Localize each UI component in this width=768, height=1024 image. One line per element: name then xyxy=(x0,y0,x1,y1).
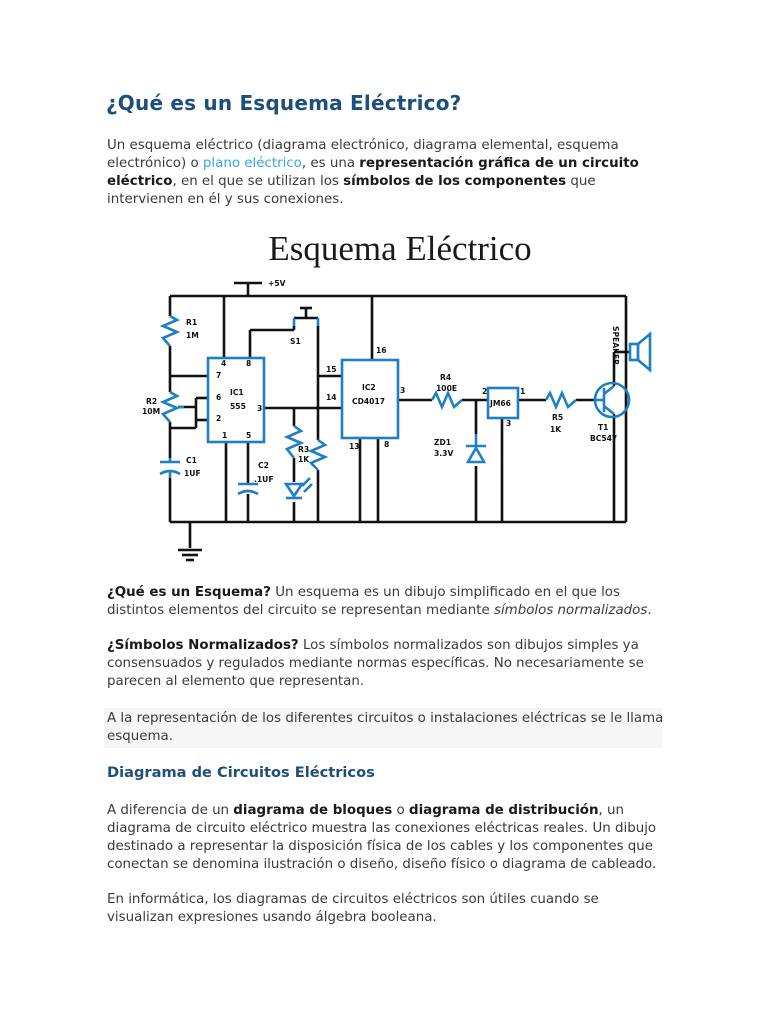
svg-text:3: 3 xyxy=(257,404,263,413)
representacion-paragraph: A la representación de los diferentes circuitos o instalaciones eléctricas se le llama esquema. xyxy=(107,711,664,744)
simbolos-normalizados-italic: símbolos normalizados xyxy=(493,603,648,618)
capacitor-c1 xyxy=(160,458,180,478)
resistor-r4 xyxy=(432,393,462,407)
plano-electrico-link[interactable]: plano eléctrico xyxy=(202,156,302,171)
svg-text:3: 3 xyxy=(400,386,406,395)
diagrama-text-2: o xyxy=(392,803,409,818)
simbolos-paragraph xyxy=(107,637,667,691)
svg-text:ZD1: ZD1 xyxy=(434,438,452,447)
resistor-r2 xyxy=(163,392,177,422)
informatica-paragraph: En informática, los diagramas de circuitos eléctricos son útiles cuando se visualizan expresiones usando álgebra booleana. xyxy=(107,892,599,925)
svg-text:1: 1 xyxy=(222,431,228,440)
circuit-diagram xyxy=(140,222,660,572)
svg-text:5: 5 xyxy=(246,431,252,440)
section-heading: Diagrama de Circuitos Eléctricos xyxy=(107,764,375,781)
svg-text:1K: 1K xyxy=(298,455,310,464)
svg-text:8: 8 xyxy=(246,359,252,368)
svg-text:555: 555 xyxy=(230,402,246,411)
diagram-title: Esquema Eléctrico xyxy=(268,229,532,268)
capacitor-c2 xyxy=(238,484,258,494)
svg-text:CD4017: CD4017 xyxy=(352,397,386,406)
svg-text:C1: C1 xyxy=(186,456,197,465)
svg-text:1UF: 1UF xyxy=(184,469,201,478)
svg-text:8: 8 xyxy=(384,440,390,449)
diagrama-text-3: , un diagrama de circuito eléctrico muestra las conexiones eléctricas reales. Un dibujo destinado a representar la disposición física de los cables y los componentes que conectan se denomina ilustración o diseño, diseño físico o diagrama de cableado. xyxy=(107,803,657,872)
zener-zd1 xyxy=(466,434,486,462)
intro-text-3: , en el que se utilizan los xyxy=(172,174,344,189)
svg-text:2: 2 xyxy=(482,387,488,396)
svg-text:1M: 1M xyxy=(186,331,199,340)
resistor-r1 xyxy=(163,316,177,346)
intro-paragraph xyxy=(107,137,667,209)
resistor-r5 xyxy=(546,393,576,407)
resistor-r3b xyxy=(311,440,325,470)
svg-text:1: 1 xyxy=(520,387,526,396)
intro-text-4: que intervienen en él y sus conexiones. xyxy=(107,174,596,207)
svg-text:R3: R3 xyxy=(298,445,310,454)
que-es-esquema-end: . xyxy=(647,603,652,618)
svg-text:14: 14 xyxy=(326,393,337,402)
intro-bold-1: representación gráfica de un circuito eléctrico xyxy=(107,156,639,189)
svg-text:2: 2 xyxy=(216,414,222,423)
svg-text:T1: T1 xyxy=(598,423,609,432)
svg-text:6: 6 xyxy=(216,393,222,402)
svg-text:1K: 1K xyxy=(550,425,562,434)
speaker-icon xyxy=(630,334,650,370)
svg-text:7: 7 xyxy=(216,371,222,380)
svg-text:15: 15 xyxy=(326,365,337,374)
svg-text:IC1: IC1 xyxy=(230,388,244,397)
intro-bold-2: símbolos de los componentes xyxy=(343,174,567,189)
svg-text:100E: 100E xyxy=(436,384,458,393)
diagrama-paragraph xyxy=(107,802,667,874)
svg-text:3: 3 xyxy=(506,419,512,428)
que-es-esquema-text: Un esquema es un dibujo simplificado en el que los distintos elementos del circuito se representan mediante xyxy=(107,585,620,618)
svg-text:R4: R4 xyxy=(440,373,452,382)
intro-text-2: , es una xyxy=(301,156,360,171)
svg-text:3.3V: 3.3V xyxy=(434,449,454,458)
svg-text:13: 13 xyxy=(349,442,360,451)
svg-text:+5V: +5V xyxy=(268,279,286,288)
diagrama-distribucion-bold: diagrama de distribución xyxy=(408,803,599,818)
que-es-esquema-bold: ¿Qué es un Esquema? xyxy=(107,585,271,600)
svg-text:IC2: IC2 xyxy=(362,383,376,392)
svg-text:16: 16 xyxy=(376,346,387,355)
svg-text:S1: S1 xyxy=(290,337,301,346)
simbolos-bold: ¿Símbolos Normalizados? xyxy=(107,638,299,653)
transistor-t1 xyxy=(595,383,629,417)
svg-text:C2: C2 xyxy=(258,461,269,470)
que-es-esquema-paragraph xyxy=(107,584,667,620)
svg-text:10M: 10M xyxy=(142,407,161,416)
svg-text:4: 4 xyxy=(221,359,227,368)
led-icon xyxy=(286,478,312,498)
svg-text:R5: R5 xyxy=(552,413,564,422)
svg-text:.1UF: .1UF xyxy=(254,475,274,484)
diagrama-text-1: A diferencia de un xyxy=(107,803,234,818)
intro-text-1: Un esquema eléctrico (diagrama electrónico, diagrama elemental, esquema electrónico) o xyxy=(107,138,619,171)
svg-text:R2: R2 xyxy=(146,397,158,406)
svg-text:R1: R1 xyxy=(186,318,198,327)
svg-text:SPEAKER: SPEAKER xyxy=(611,326,620,366)
page-title: ¿Qué es un Esquema Eléctrico? xyxy=(106,91,462,115)
diagrama-bloques-bold: diagrama de bloques xyxy=(233,803,393,818)
svg-text:BC547: BC547 xyxy=(590,434,618,443)
svg-text:JM66: JM66 xyxy=(490,399,511,408)
simbolos-text: Los símbolos normalizados son dibujos simples ya consensuados y regulados mediante normas específicas. No necesariamente se parecen al elemento que representan. xyxy=(107,638,644,689)
